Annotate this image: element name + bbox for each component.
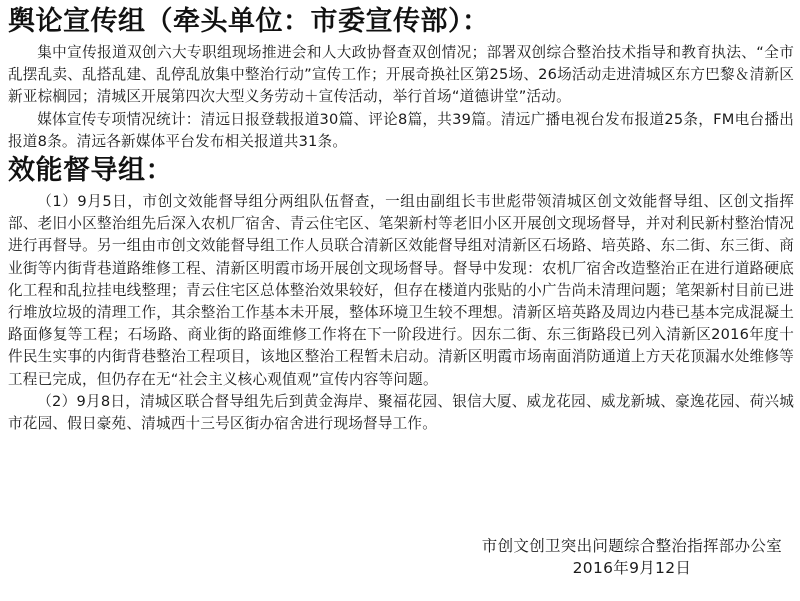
section-heading-supervision: 效能督导组： <box>8 155 173 187</box>
signature-block <box>482 535 782 579</box>
paragraph-media-statistics: 媒体宣传专项情况统计：清远日报登载报道30篇、评论8篇，共39篇。清远广播电视台发布报道25条，FM电台播出报道8条。清远各新媒体平台发布相关报道共31条。 <box>8 110 794 150</box>
section-heading-publicity: 舆论宣传组（牵头单位：市委宣传部）： <box>8 6 490 37</box>
paragraph-publicity-work: 集中宣传报道双创六大专职组现场推进会和人大政协督查双创情况；部署双创综合整治技术指导和教育执法、“全市乱摆乱卖、乱搭乱建、乱停乱放集中整治行动”宣传工作；开展奇换社区第25场、26场活动走进清城区东方巴黎＆清新区新亚棕榈园；清城区开展第四次大型义务劳动＋宣传活动，举行首场“道德讲堂”活动。 <box>8 44 794 106</box>
paragraph-supervision-sept8: （2）9月8日，清城区联合督导组先后到黄金海岸、聚福花园、银信大厦、威龙花园、威龙新城、豪逸花园、荷兴城市花园、假日豪苑、清城西十三号区街办宿舍进行现场督导工作。 <box>8 392 794 433</box>
signature-date: 2016年9月12日 <box>572 559 692 577</box>
signature-office: 市创文创卫突出问题综合整治指挥部办公室 <box>481 537 782 555</box>
paragraph-supervision-sept5: （1）9月5日，市创文效能督导组分两组队伍督查，一组由副组长韦世彪带领清城区创文效能督导组、区创文指挥部、老旧小区整治组先后深入农机厂宿舍、青云住宅区、笔架新村等老旧小区开展创文现场督导，并对利民新村整治情况进行再督导。另一组由市创文效能督导组工作人员联合清新区效能督导组对清新区石场路、培英路、东二街、东三街、商业街等内街背巷道路维修工程、清新区明霞市场开展创文现场督导。督导中发现：农机厂宿舍改造整治正在进行道路硬底化工程和乱拉挂电线整理；青云住宅区总体整治效果较好，但存在楼道内张贴的小广告尚未清理问题；笔架新村目前已进行堆放垃圾的清理工作，其余整治工作基本未开展，整体环境卫生较不理想。清新区培英路及周边内巷已基本完成混凝土路面修复等工程；石场路、商业街的路面维修工作将在下一阶段进行。因东二街、东三街路段已列入清新区2016年度十件民生实事的内街背巷整治工程项目，该地区整治工程暂未启动。清新区明霞市场南面消防通道上方天花顶漏水处维修等工程已完成，但仍存在无“社会主义核心观值观”宣传内容等问题。 <box>8 193 794 388</box>
